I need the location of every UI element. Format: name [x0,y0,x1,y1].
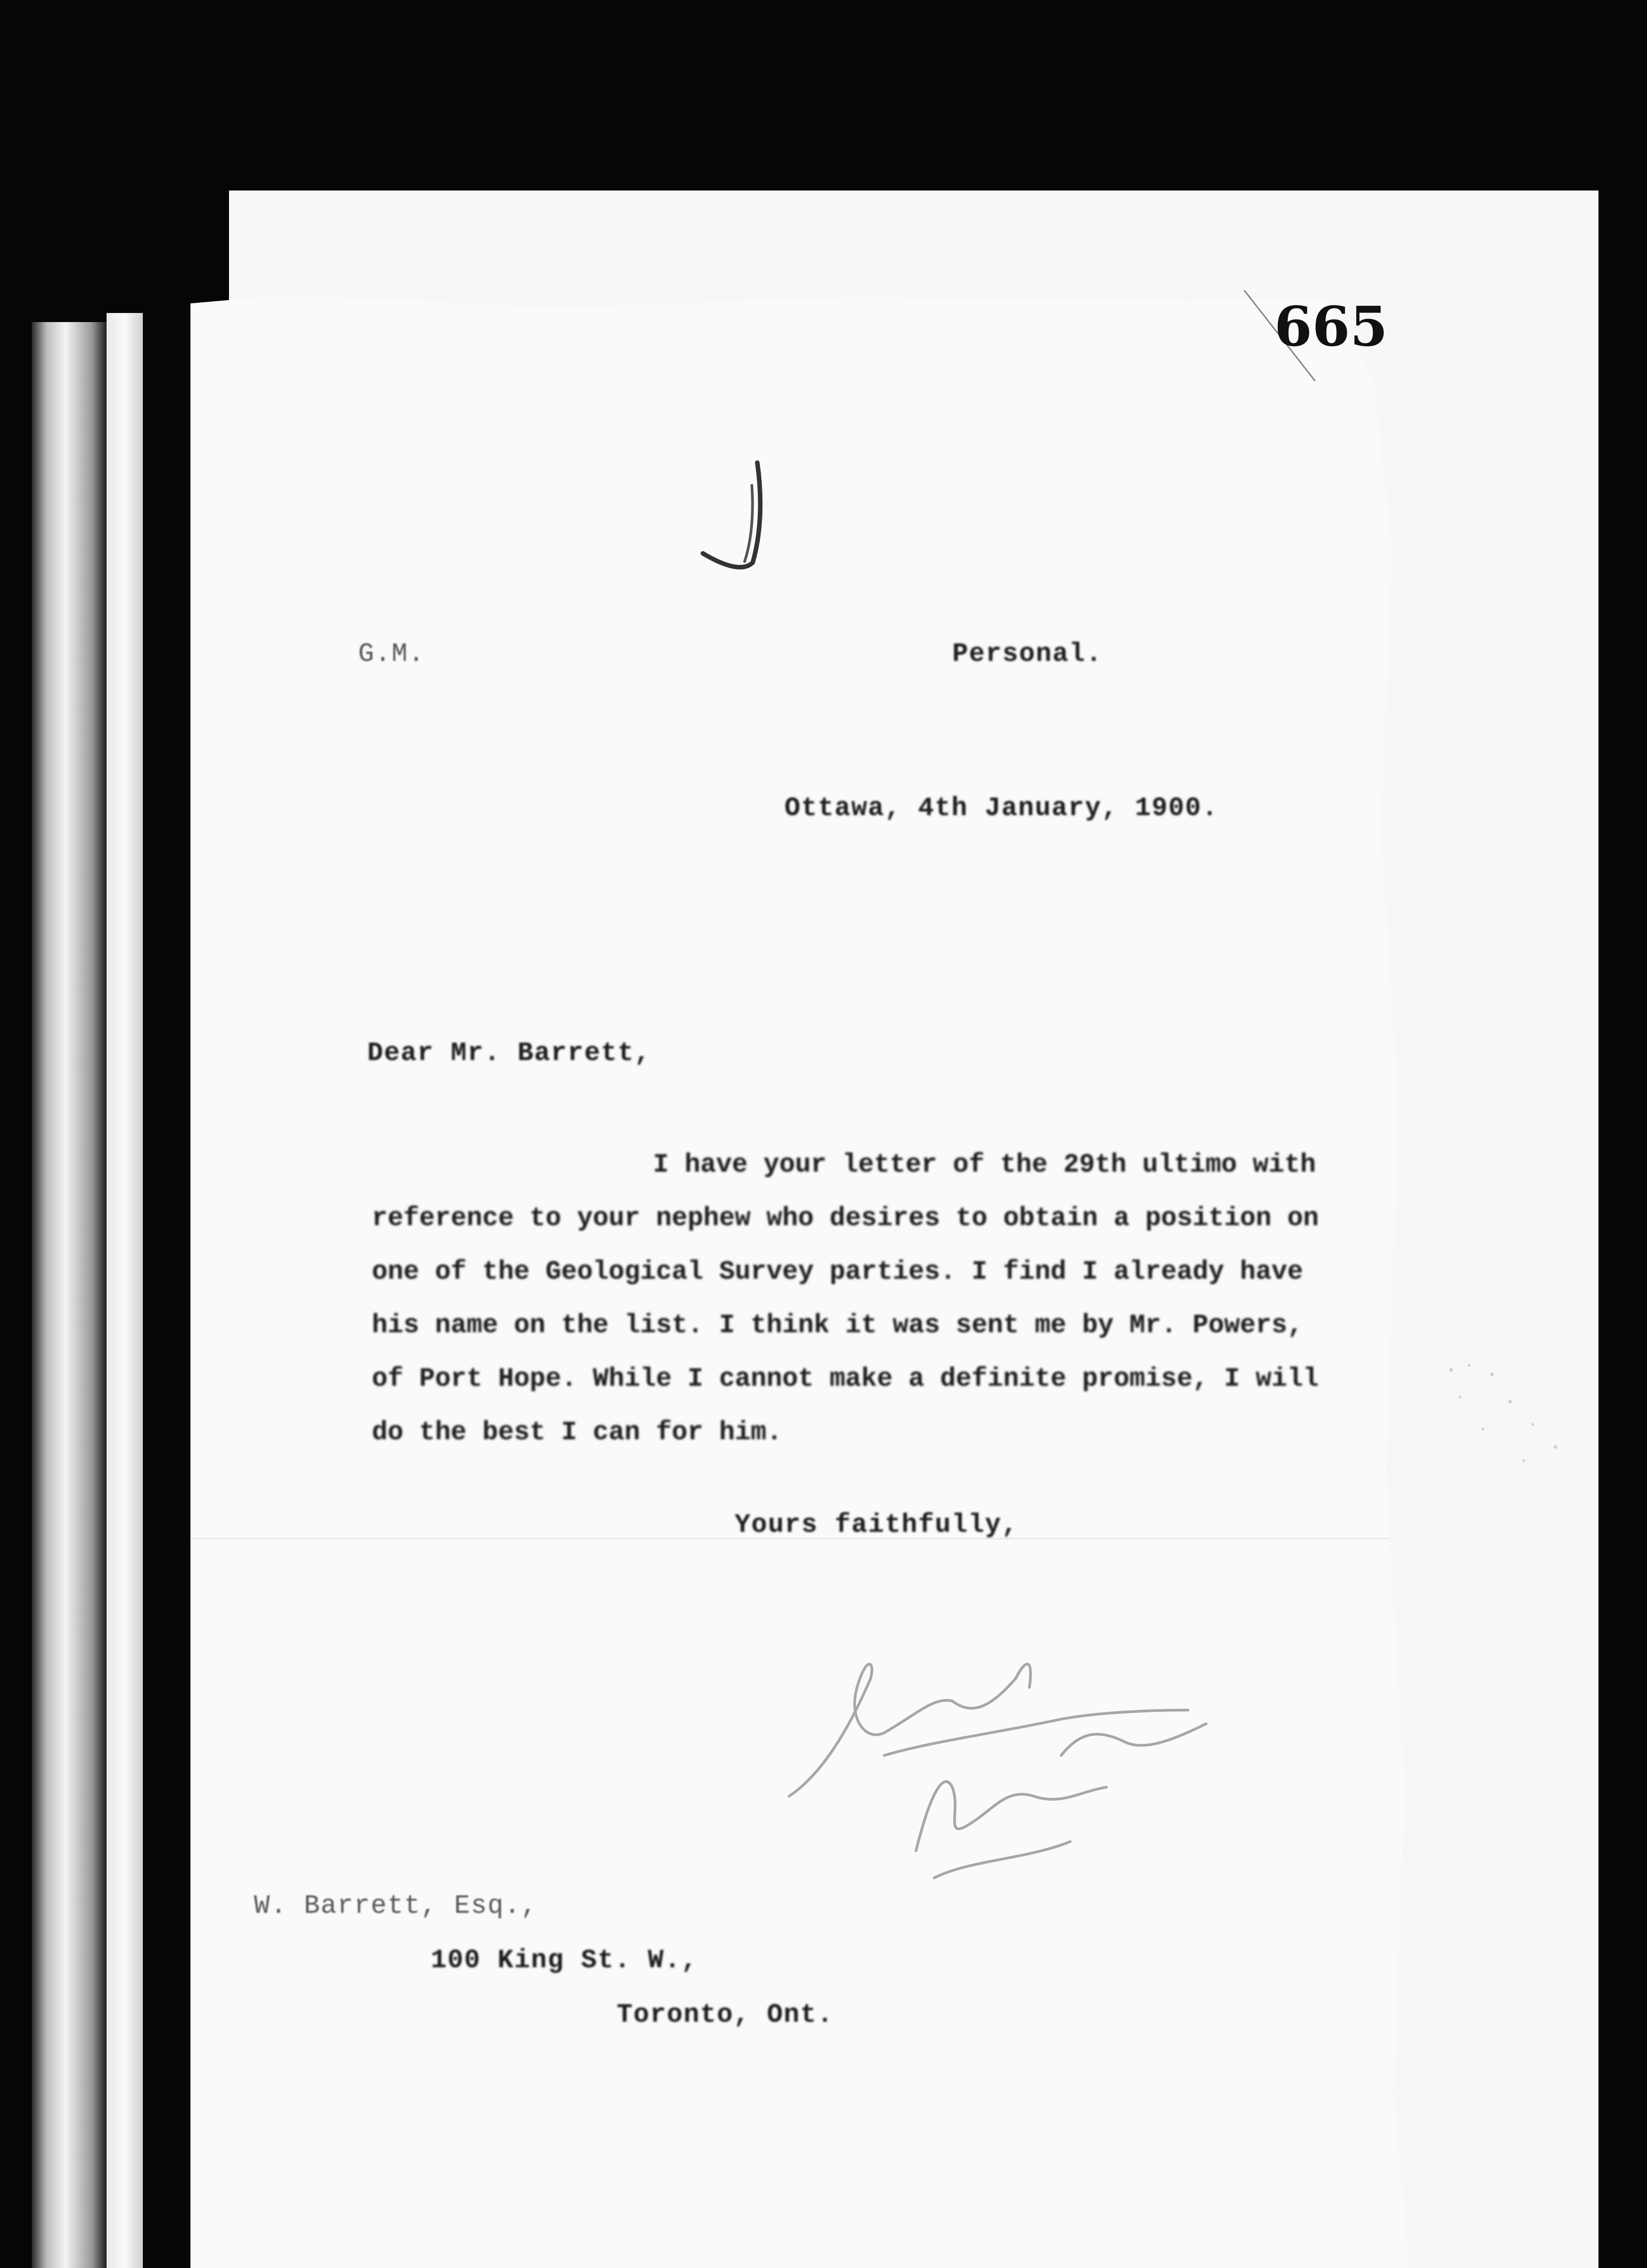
body-line: I have your letter of the 29th ultimo with [653,1150,1316,1180]
address-city: Toronto, Ont. [617,2000,834,2030]
initials: G.M. [358,640,425,669]
place-date: Ottawa, 4th January, 1900. [785,794,1218,823]
salutation: Dear Mr. Barrett, [367,1039,651,1068]
address-street: 100 King St. W., [431,1946,698,1975]
closing: Yours faithfully, [735,1510,1018,1540]
handwritten-signature [780,1606,1243,1896]
body-line: his name on the list. I think it was sent me by Mr. Powers, [372,1311,1303,1340]
classification: Personal. [952,640,1103,669]
body-line: do the best I can for him. [372,1418,782,1447]
body-line: of Port Hope. While I cannot make a definite promise, I will [372,1364,1319,1394]
film-edge-highlight [107,313,143,2268]
body-line: reference to your nephew who desires to obtain a position on [372,1204,1319,1233]
speckle-marks [1442,1356,1578,1492]
body-line: one of the Geological Survey parties. I find I already have [372,1257,1303,1287]
letter-body [372,1139,1388,1460]
film-edge-strip [32,322,107,2268]
pen-mark-icon [694,458,775,576]
page-number: 665 [1274,295,1388,359]
address-name: W. Barrett, Esq., [254,1892,538,1921]
